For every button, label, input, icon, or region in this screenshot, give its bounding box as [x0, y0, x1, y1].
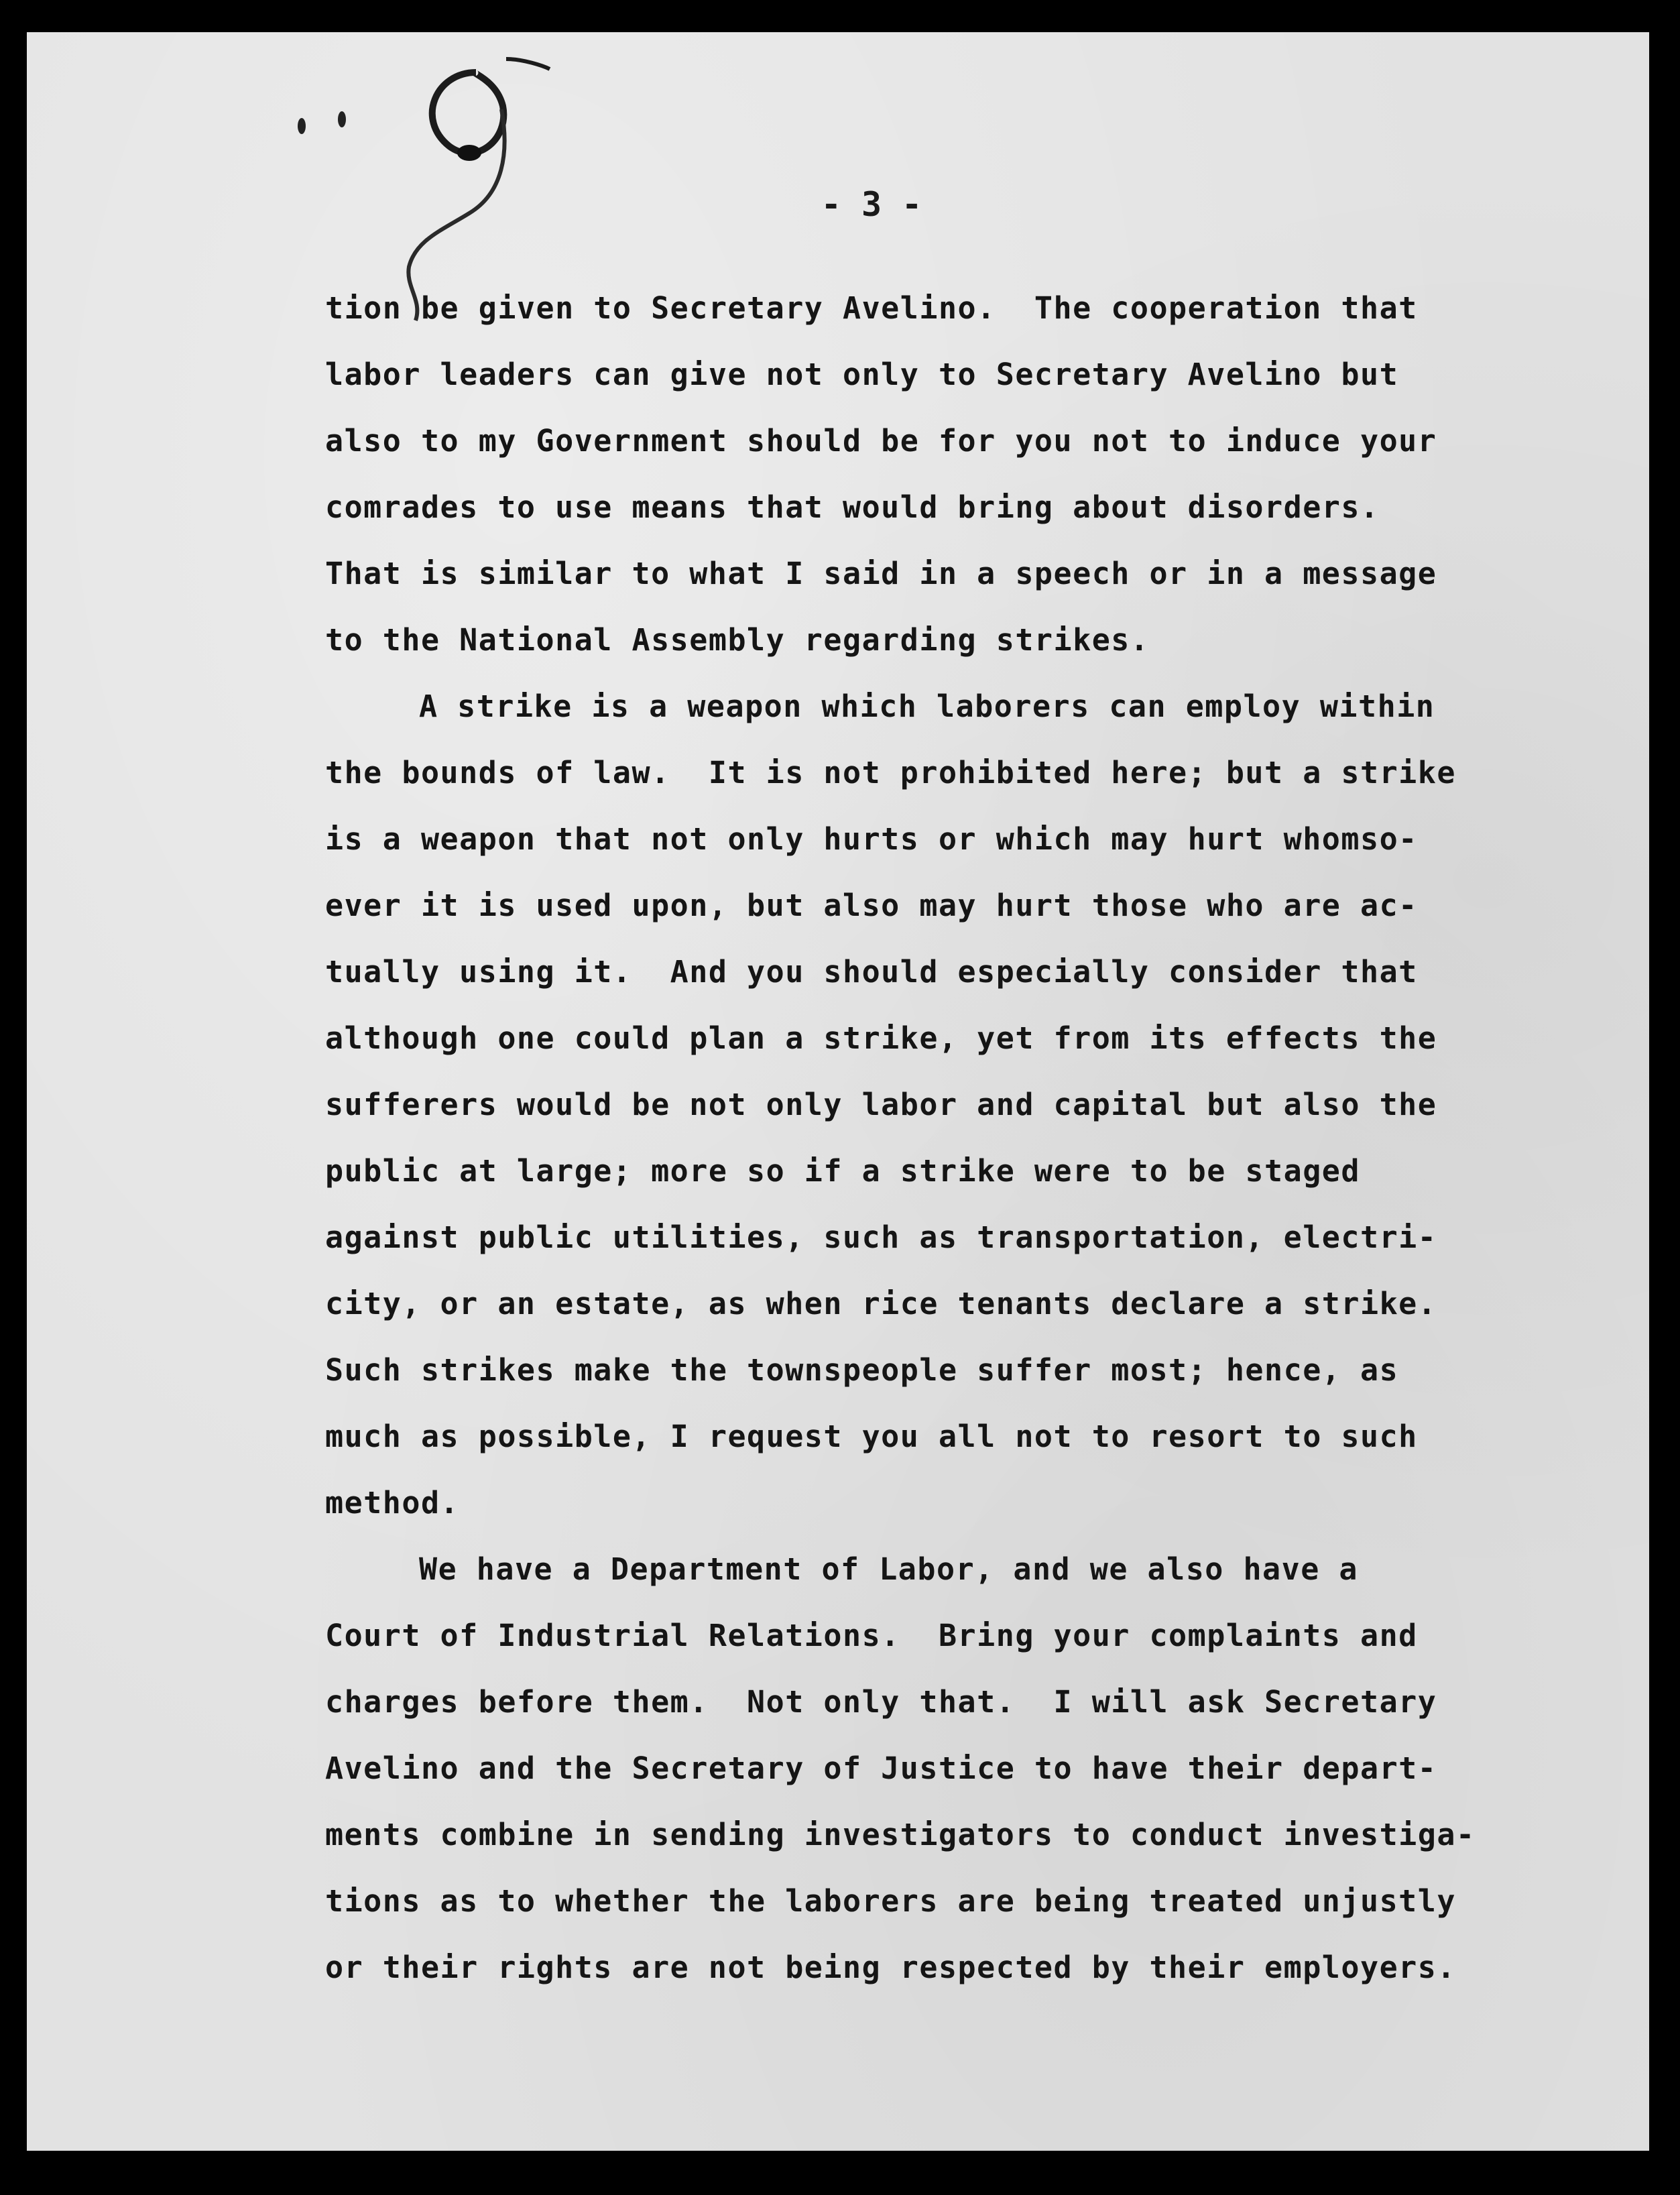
text-line: although one could plan a strike, yet from its effects the: [325, 1020, 1437, 1056]
text-line: tually using it. And you should especially consider that: [325, 954, 1418, 990]
text-line: public at large; more so if a strike were to be staged: [325, 1153, 1360, 1189]
body-text: [325, 275, 1639, 2001]
text-line: Court of Industrial Relations. Bring your complaints and: [325, 1618, 1418, 1653]
text-line: against public utilities, such as transportation, electri-: [325, 1220, 1437, 1255]
text-line: A strike is a weapon which laborers can employ within: [419, 689, 1435, 724]
text-line: the bounds of law. It is not prohibited here; but a strike: [325, 755, 1456, 790]
text-line: method.: [325, 1485, 460, 1521]
text-line: That is similar to what I said in a speech or in a message: [325, 556, 1437, 591]
text-line: comrades to use means that would bring about disorders.: [325, 489, 1380, 525]
page-number: - 3 -: [821, 185, 922, 224]
text-line: sufferers would be not only labor and capital but also the: [325, 1087, 1437, 1122]
text-line: city, or an estate, as when rice tenants declare a strike.: [325, 1286, 1437, 1321]
paragraph: [325, 673, 1639, 1536]
text-line: to the National Assembly regarding strikes.: [325, 622, 1150, 658]
text-line: Such strikes make the townspeople suffer most; hence, as: [325, 1352, 1399, 1388]
text-line: or their rights are not being respected by their employers.: [325, 1950, 1456, 1985]
text-line: is a weapon that not only hurts or which may hurt whomso-: [325, 821, 1418, 857]
text-line: also to my Government should be for you not to induce your: [325, 423, 1437, 459]
text-line: much as possible, I request you all not to resort to such: [325, 1419, 1418, 1454]
paragraph: [325, 275, 1639, 673]
text-line: labor leaders can give not only to Secretary Avelino but: [325, 357, 1399, 392]
text-line: charges before them. Not only that. I will ask Secretary: [325, 1684, 1437, 1720]
text-line: tion be given to Secretary Avelino. The cooperation that: [325, 290, 1418, 326]
paragraph: [325, 1536, 1639, 2001]
typewritten-page: [27, 32, 1649, 2151]
text-line: tions as to whether the laborers are being treated unjustly: [325, 1883, 1456, 1919]
text-line: We have a Department of Labor, and we also have a: [419, 1551, 1359, 1587]
text-line: ments combine in sending investigators to conduct investiga-: [325, 1817, 1476, 1852]
text-line: Avelino and the Secretary of Justice to have their depart-: [325, 1751, 1437, 1786]
text-line: ever it is used upon, but also may hurt those who are ac-: [325, 888, 1418, 923]
ink-dots-mark: [282, 86, 375, 166]
